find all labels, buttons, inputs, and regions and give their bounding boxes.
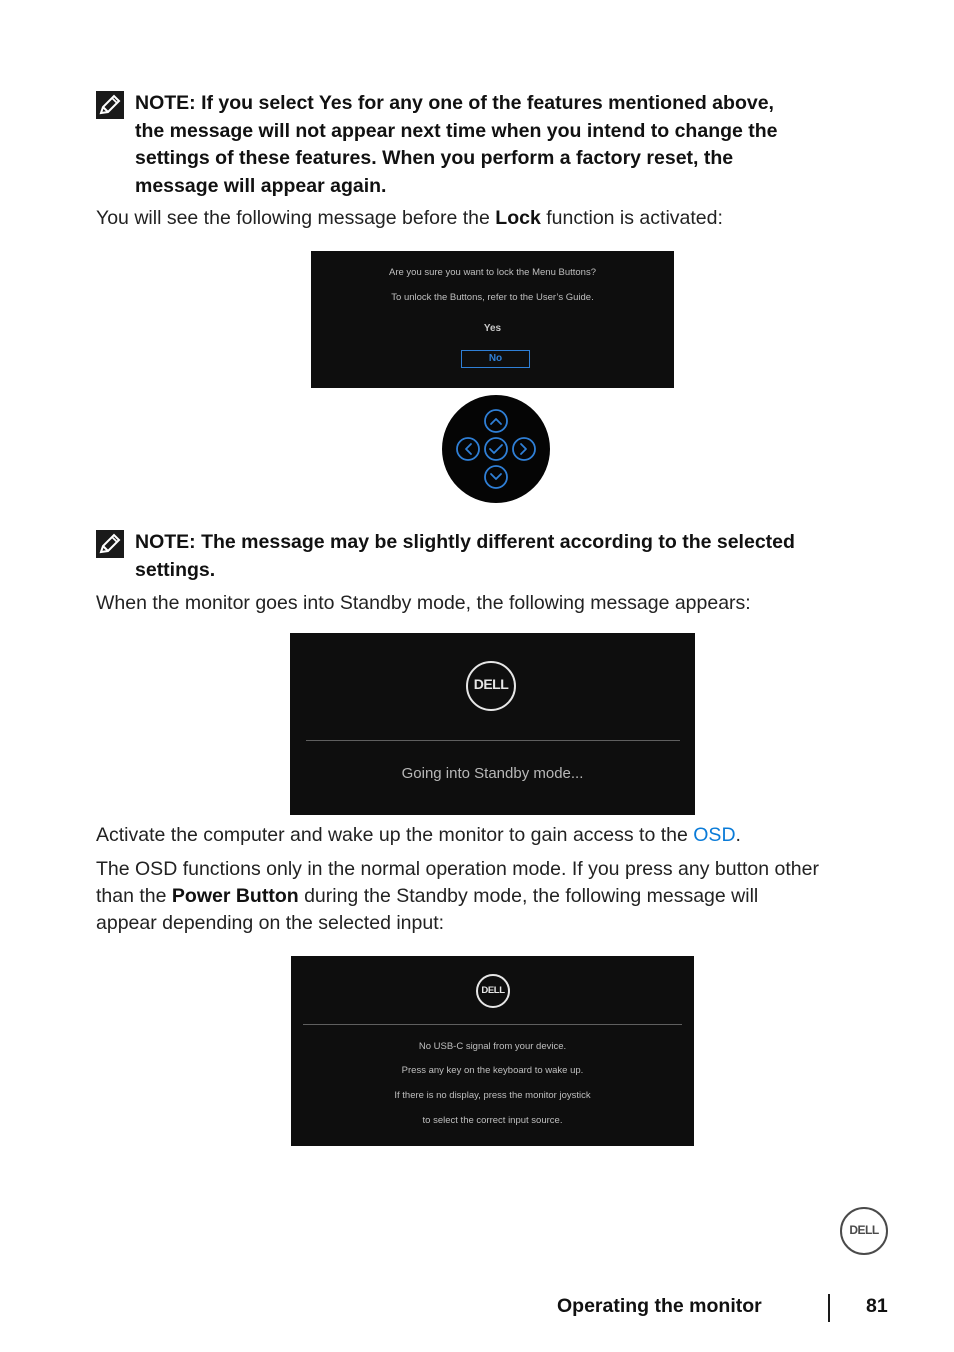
lock-hint: To unlock the Buttons, refer to the User’s Guide. (391, 292, 594, 303)
signal-line: Press any key on the keyboard to wake up. (401, 1065, 584, 1076)
note-line: NOTE: If you select Yes for any one of the features mentioned above, (135, 92, 774, 114)
note-pencil-icon (96, 530, 124, 558)
text: Activate the computer and wake up the monitor to gain access to the (96, 824, 694, 846)
dell-logo (840, 1207, 888, 1255)
lock-paragraph (96, 205, 896, 232)
page-number: 81 (866, 1295, 888, 1317)
joystick-graphic (441, 394, 551, 504)
no-signal-dialog (291, 956, 694, 1146)
note-pencil-icon (96, 91, 124, 119)
note-1 (96, 90, 896, 200)
note-line: the message will not appear next time when you intend to change the (135, 119, 778, 142)
dell-logo (476, 974, 510, 1008)
text: than the (96, 885, 172, 907)
text: You will see the following message before the (96, 207, 496, 229)
dell-logo-text: DELL (849, 1223, 879, 1237)
note-line: settings. (135, 558, 216, 581)
dell-logo (466, 661, 516, 711)
text: during the Standby mode, the following message will (298, 885, 759, 907)
lock-dialog (311, 251, 674, 388)
text-line: The OSD functions only in the normal operation mode. If you press any button other (96, 858, 819, 880)
note-line: message will appear again. (135, 174, 387, 197)
note-1-text (135, 90, 778, 200)
signal-line: to select the correct input source. (422, 1115, 563, 1126)
bold-text: Lock (495, 207, 541, 229)
text-line (96, 883, 896, 910)
footer-divider (828, 1294, 830, 1322)
yes-option[interactable]: Yes (483, 323, 502, 334)
signal-line: If there is no display, press the monitor joystick (394, 1090, 591, 1101)
text: . (735, 824, 741, 846)
lock-question: Are you sure you want to lock the Menu Buttons? (388, 267, 596, 278)
osd-link[interactable]: OSD (693, 824, 736, 846)
note-line: NOTE: The message may be slightly different according to the selected (135, 531, 795, 553)
activate-paragraph (96, 822, 896, 849)
divider (303, 1024, 682, 1025)
signal-line: No USB-C signal from your device. (418, 1041, 567, 1052)
note-2-text (135, 529, 795, 584)
dell-logo-text: DELL (481, 985, 505, 996)
divider (306, 740, 680, 741)
dell-logo-text: DELL (473, 676, 509, 692)
standby-dialog (290, 633, 695, 815)
text-line: appear depending on the selected input: (96, 912, 445, 934)
footer-section-title: Operating the monitor (557, 1295, 762, 1317)
text: function is activated: (540, 207, 723, 229)
standby-paragraph: When the monitor goes into Standby mode, the following message appears: (96, 592, 751, 614)
note-2 (96, 529, 896, 584)
no-button[interactable]: No (461, 350, 530, 368)
note-line: settings of these features. When you perform a factory reset, the (135, 147, 734, 169)
standby-message: Going into Standby mode... (401, 765, 584, 782)
osd-paragraph (96, 856, 896, 937)
joystick-base (442, 395, 550, 503)
bold-text: Power Button (171, 885, 299, 907)
